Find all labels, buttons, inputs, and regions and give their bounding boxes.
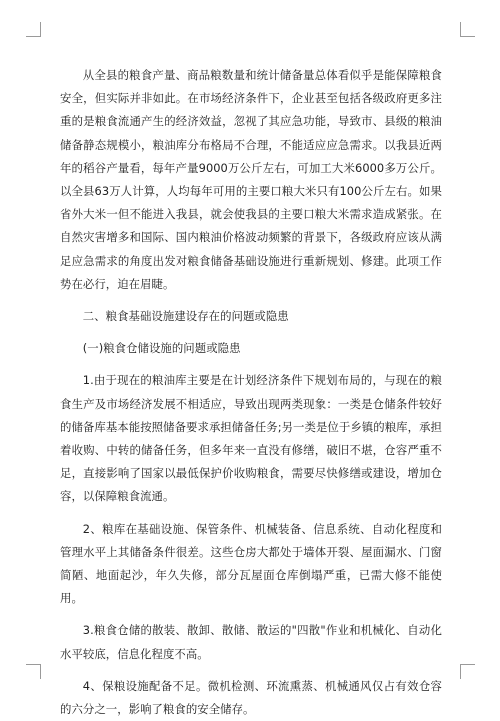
crop-mark-bottom-right <box>460 664 475 679</box>
paragraph-grain-security: 从全县的粮食产量、商品粮数量和统计储备量总体看似乎是能保障粮食安全，但实际并非如此。在市场经济条件下，企业甚至包括各级政府更多注重的是粮食流通产生的经济效益，忽视了其应急功能，导致市、县级的粮油储备静态规模小，粮油库分布格局不合理，不能适应应急需求。以我县近两年的稻谷产量看，每年产量9000万公斤左右，可加工大米6000多万公斤。以全县63万人计算，人均每年可用的主要口粮大米只有100公斤左右。如果省外大米一但不能进入我县，就会使我县的主要口粮大米需求造成紧张。在自然灾害增多和国际、国内粮油价格波动频繁的背景下，各级政府应该从满足应急需求的角度出发对粮食储备基础设施进行重新规划、修建。此项工作势在必行，迫在眉睫。 <box>60 68 442 291</box>
document-body <box>60 64 442 721</box>
crop-mark-top-left <box>26 22 41 37</box>
paragraph-item-4: 4、保粮设施配备不足。微机检测、环流熏蒸、机械通风仅占有效仓容的六分之一，影响了粮食的安全储存。 <box>60 678 442 717</box>
section-heading-2: 二、粮食基础设施建设存在的问题或隐患 <box>82 309 289 324</box>
subsection-heading-1: (一)粮食仓储设施的问题或隐患 <box>82 341 241 356</box>
paragraph-item-2: 2、粮库在基础设施、保管条件、机械装备、信息系统、自动化程度和管理水平上其储备条件很差。这些仓房大都处于墙体开裂、屋面漏水、门窗简陋、地面起沙，年久失修，部分瓦屋面仓库倒塌严重，已需大修不能使用。 <box>60 521 442 606</box>
paragraph-item-3: 3.粮食仓储的散装、散卸、散储、散运的"四散"作业和机械化、自动化水平较底，信息化程度不高。 <box>60 623 442 661</box>
crop-mark-top-right <box>460 22 475 37</box>
paragraph-item-1: 1.由于现在的粮油库主要是在计划经济条件下规划布局的，与现在的粮食生产及市场经济发展不相适应，导致出现两类现象：一类是仓储条件较好的储备库基本能按照储备要求承担储备任务;另一类是位于乡镇的粮库，承担着收购、中转的储备任务，但多年来一直没有修缮，破旧不堪，仓容严重不足，直接影响了国家以最低保护价收购粮食，需要尽快修缮或建设，增加仓容，以保障粮食流通。 <box>60 373 442 504</box>
crop-mark-bottom-left <box>26 664 41 679</box>
